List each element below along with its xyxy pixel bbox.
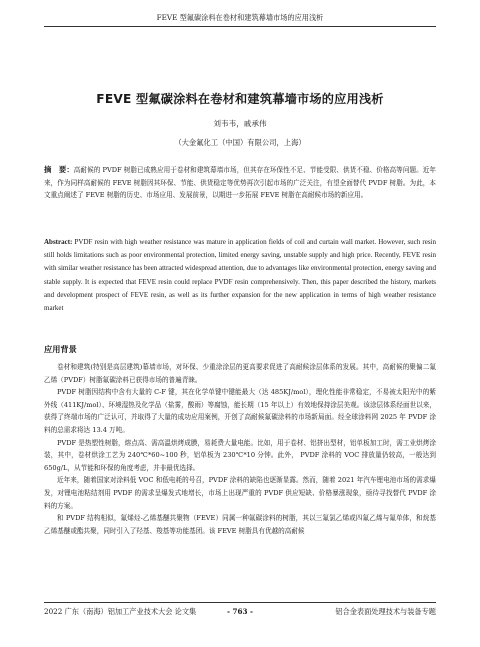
authors: 刘韦韦，戚承伟 <box>213 119 267 128</box>
paragraph: 和 PVDF 结构相似，氟烯烃-乙烯基醚共聚物（FEVE）同属一种氟碳涂料的树脂，其以三氟氯乙烯或四氟乙烯与氟单体，和烷基乙烯基醚或酯共聚，同时引入了羟基、羧基等功能基团。该 FEVE 树脂具有优越的高耐候 <box>44 514 436 535</box>
abstract-cn-text: 高耐候的 PVDF 树脂已成熟应用于卷材和建筑幕墙市场，但其存在环保性不足、节能受限、供货不稳、价格高等问题。近年来，作为同样高耐候的 FEVE 树脂因其环保、节能、供货稳定等优势再次引起市场的广泛关注，有望全面替代 PVDF 树脂。为此，本文重点阐述了 FEVE 树脂的历史、市场应用、发展前景，以期进一步拓展 FEVE 树脂在高耐候市场的新应用。 <box>44 166 436 200</box>
header-rule <box>44 26 436 27</box>
page-number: - 763 - <box>227 607 253 616</box>
running-head: FEVE 型氟碳涂料在卷材和建筑幕墙市场的应用浅析 <box>156 13 324 22</box>
abstract-en-text: PVDF resin with high weather resistance was mature in application fields of coil and curtain wall market. However, such resin still holds limitations such as poor environmental protection, limited energy saving, unstable supply and high price. Recently, FEVE resin with similar weather resistance has been attracted widespread attention, due to advantages like environmental protection, energy saving and stable supply. It is expected that FEVE resin could replace PVDF resin comprehensively. Then, this paper described the history, markets and development prospect of FEVE resin, as well as its further expansion for the new application in terms of high weather resistance market <box>44 238 436 313</box>
paper-title: FEVE 型氟碳涂料在卷材和建筑幕墙市场的应用浅析 <box>96 92 384 106</box>
footer-topic: 铝合金表面处理技术与装备专题 <box>335 607 436 616</box>
footer-proceedings: 2022 广东（南海）铝加工产业技术大会 论文集 <box>44 607 197 616</box>
section-heading: 应用背景 <box>44 344 77 354</box>
paragraph: PVDF 是热塑性树脂，熔点高、需高温烘烤成膜，易耗费大量电能。比如，用于卷材、铝挤出型材，铝单板加工时，需工业烘烤涂装，其中，卷材烘涂工艺为 240℃*60~100 秒，铝单板为 230℃*10 分钟。此外， PVDF 涂料的 VOC 排放量仍较高，一般达到 650g/L，从节能和环保的角度考虑，并非最优选择。 <box>44 438 436 472</box>
abstract-english <box>44 236 436 315</box>
paragraph: 近年来，随着国家对涂料低 VOC 和低电耗的号召，PVDF 涂料的缺陷也逐渐显露。然而，随着 2021 年汽车锂电池市场的需求爆发，对锂电池粘结剂用 PVDF 的需求呈爆发式地增长，市场上出现严重的 PVDF 供应短缺、价格暴涨现象，亟待寻找替代 PVDF 涂料的方案。 <box>44 476 436 510</box>
abstract-en-label: Abstract: <box>44 238 73 246</box>
abstract-cn-label: 摘 要： <box>44 165 74 174</box>
paragraph: 卷材和建筑(特别是高层建筑)幕墙市场，对环保、少重涂涂层的更高要求促进了高耐候涂层体系的发展。其中，高耐候的聚偏二氟乙烯（PVDF）树脂氟碳涂料已获得市场的普遍青睐。 <box>44 363 436 384</box>
affiliation: （大金氟化工（中国）有限公司，上海） <box>174 138 306 147</box>
body-text <box>44 361 436 537</box>
footer-rule <box>44 602 436 603</box>
paragraph: PVDF 树脂因结构中含有大量的 C-F 键，其在化学单键中键能最大（达 485KJ/mol），理化性能非常稳定，不易被太阳光中的紫外线（411KJ/mol）、环境湿热及化学品（盐雾，酸雨）等腐蚀，能长期（15 年以上）有效地保持涂层美观。该涂层体系经面世以来，获得了终端市场的广泛认可，并取得了大量的成功应用案例，开创了高耐候氟碳涂料的市场新局面。经全球涂料网 2025 年 PVDF 涂料的总需求将达 13.4 万吨。 <box>44 388 436 434</box>
abstract-chinese <box>44 164 436 202</box>
